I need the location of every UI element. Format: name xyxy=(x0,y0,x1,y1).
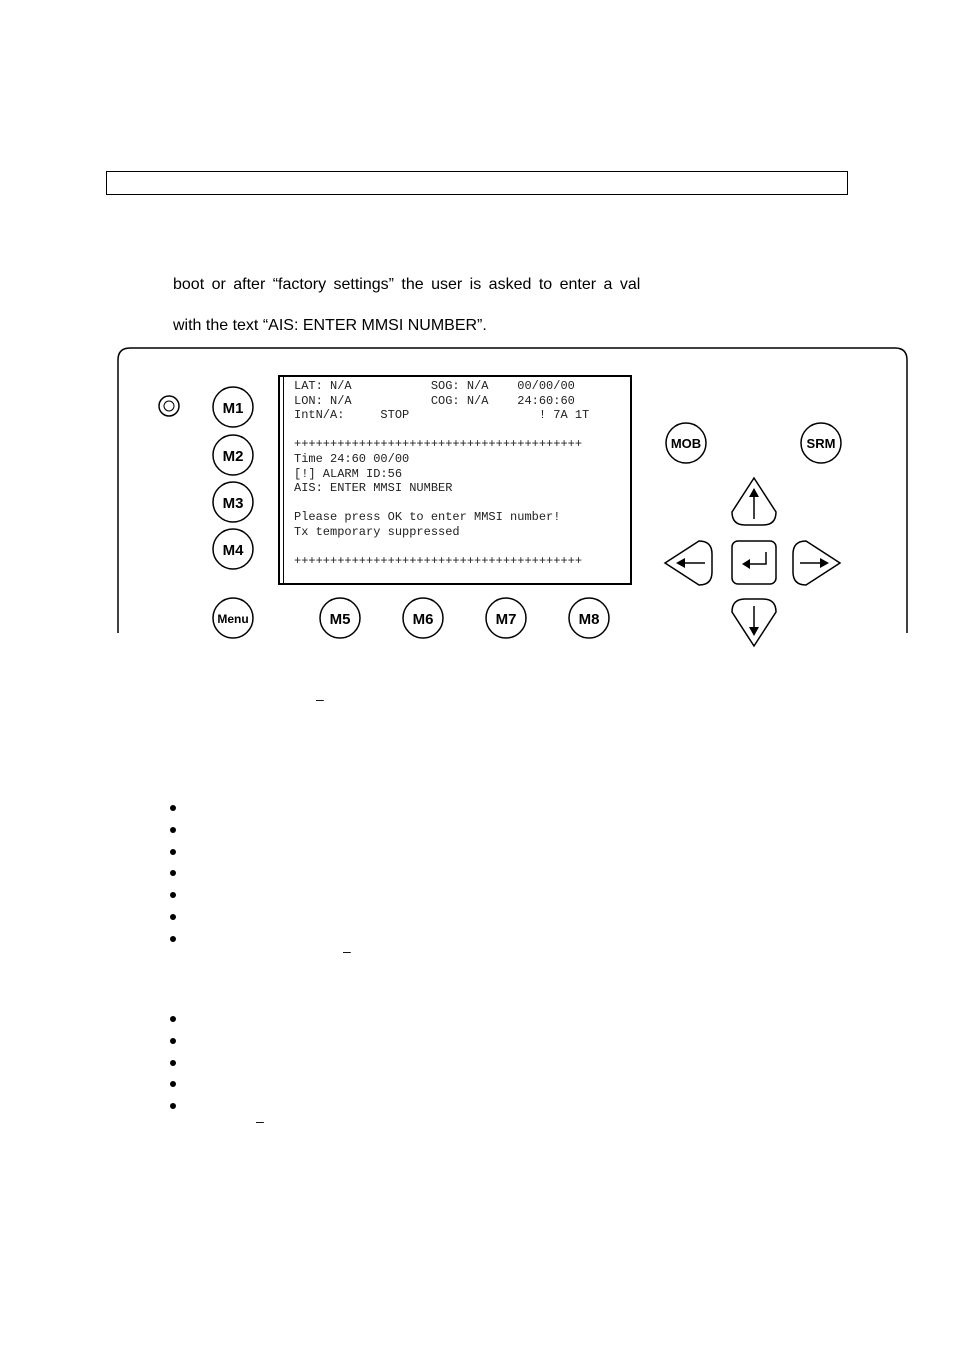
lcd-line: ++++++++++++++++++++++++++++++++++++++++ xyxy=(294,437,583,452)
m8-button[interactable] xyxy=(569,598,609,638)
svg-text:M2: M2 xyxy=(222,448,244,465)
menu-button[interactable] xyxy=(213,598,253,638)
mob-button[interactable] xyxy=(666,423,706,463)
svg-text:M8: M8 xyxy=(578,611,600,628)
lcd-line: LON: N/A COG: N/A 24:60:60 xyxy=(294,393,575,408)
lcd-line: LAT: N/A SOG: N/A 00/00/00 xyxy=(294,379,575,393)
m4-button[interactable] xyxy=(213,529,253,569)
m6-button[interactable] xyxy=(403,598,443,638)
lcd-line: Please press OK to enter MMSI number! xyxy=(294,510,561,525)
m2-button[interactable] xyxy=(213,435,253,475)
up-arrow-button[interactable] xyxy=(732,478,776,525)
svg-text:Menu: Menu xyxy=(217,612,249,626)
svg-text:M5: M5 xyxy=(329,611,351,628)
m3-button[interactable] xyxy=(213,482,253,522)
paragraph-line-1: boot or after “factory settings” the user is asked to enter a val xyxy=(173,276,641,293)
svg-text:M1: M1 xyxy=(222,400,244,417)
left-arrow-button[interactable] xyxy=(665,541,712,585)
status-led-icon xyxy=(159,396,179,416)
svg-text:M3: M3 xyxy=(222,495,244,512)
lcd-display-text xyxy=(294,379,589,569)
m1-button[interactable] xyxy=(213,387,253,427)
lcd-line: ++++++++++++++++++++++++++++++++++++++++ xyxy=(294,554,583,569)
lcd-line: IntN/A: STOP ! 7A 1T xyxy=(294,408,590,423)
svg-text:M7: M7 xyxy=(495,611,517,628)
m7-button[interactable] xyxy=(486,598,526,638)
lcd-line xyxy=(294,540,589,555)
m5-button[interactable] xyxy=(320,598,360,638)
srm-button[interactable] xyxy=(801,423,841,463)
right-arrow-button[interactable] xyxy=(793,541,840,585)
lcd-line: AIS: ENTER MMSI NUMBER xyxy=(294,481,453,496)
lcd-line xyxy=(294,496,589,511)
down-arrow-button[interactable] xyxy=(732,599,776,646)
dash-mark-3: – xyxy=(256,1113,264,1129)
svg-text:M6: M6 xyxy=(412,611,434,628)
lcd-line: [!] ALARM ID:56 xyxy=(294,466,403,481)
enter-button[interactable] xyxy=(732,541,776,584)
svg-text:SRM: SRM xyxy=(806,436,836,451)
dash-mark-1: – xyxy=(316,691,324,707)
lcd-line xyxy=(294,423,589,438)
svg-text:MOB: MOB xyxy=(670,436,702,451)
lcd-line: Time 24:60 00/00 xyxy=(294,451,410,466)
lcd-line: Tx temporary suppressed xyxy=(294,524,460,539)
svg-text:M4: M4 xyxy=(222,542,244,559)
paragraph-line-2: with the text “AIS: ENTER MMSI NUMBER”. xyxy=(173,317,487,334)
dash-mark-2: – xyxy=(343,943,351,959)
